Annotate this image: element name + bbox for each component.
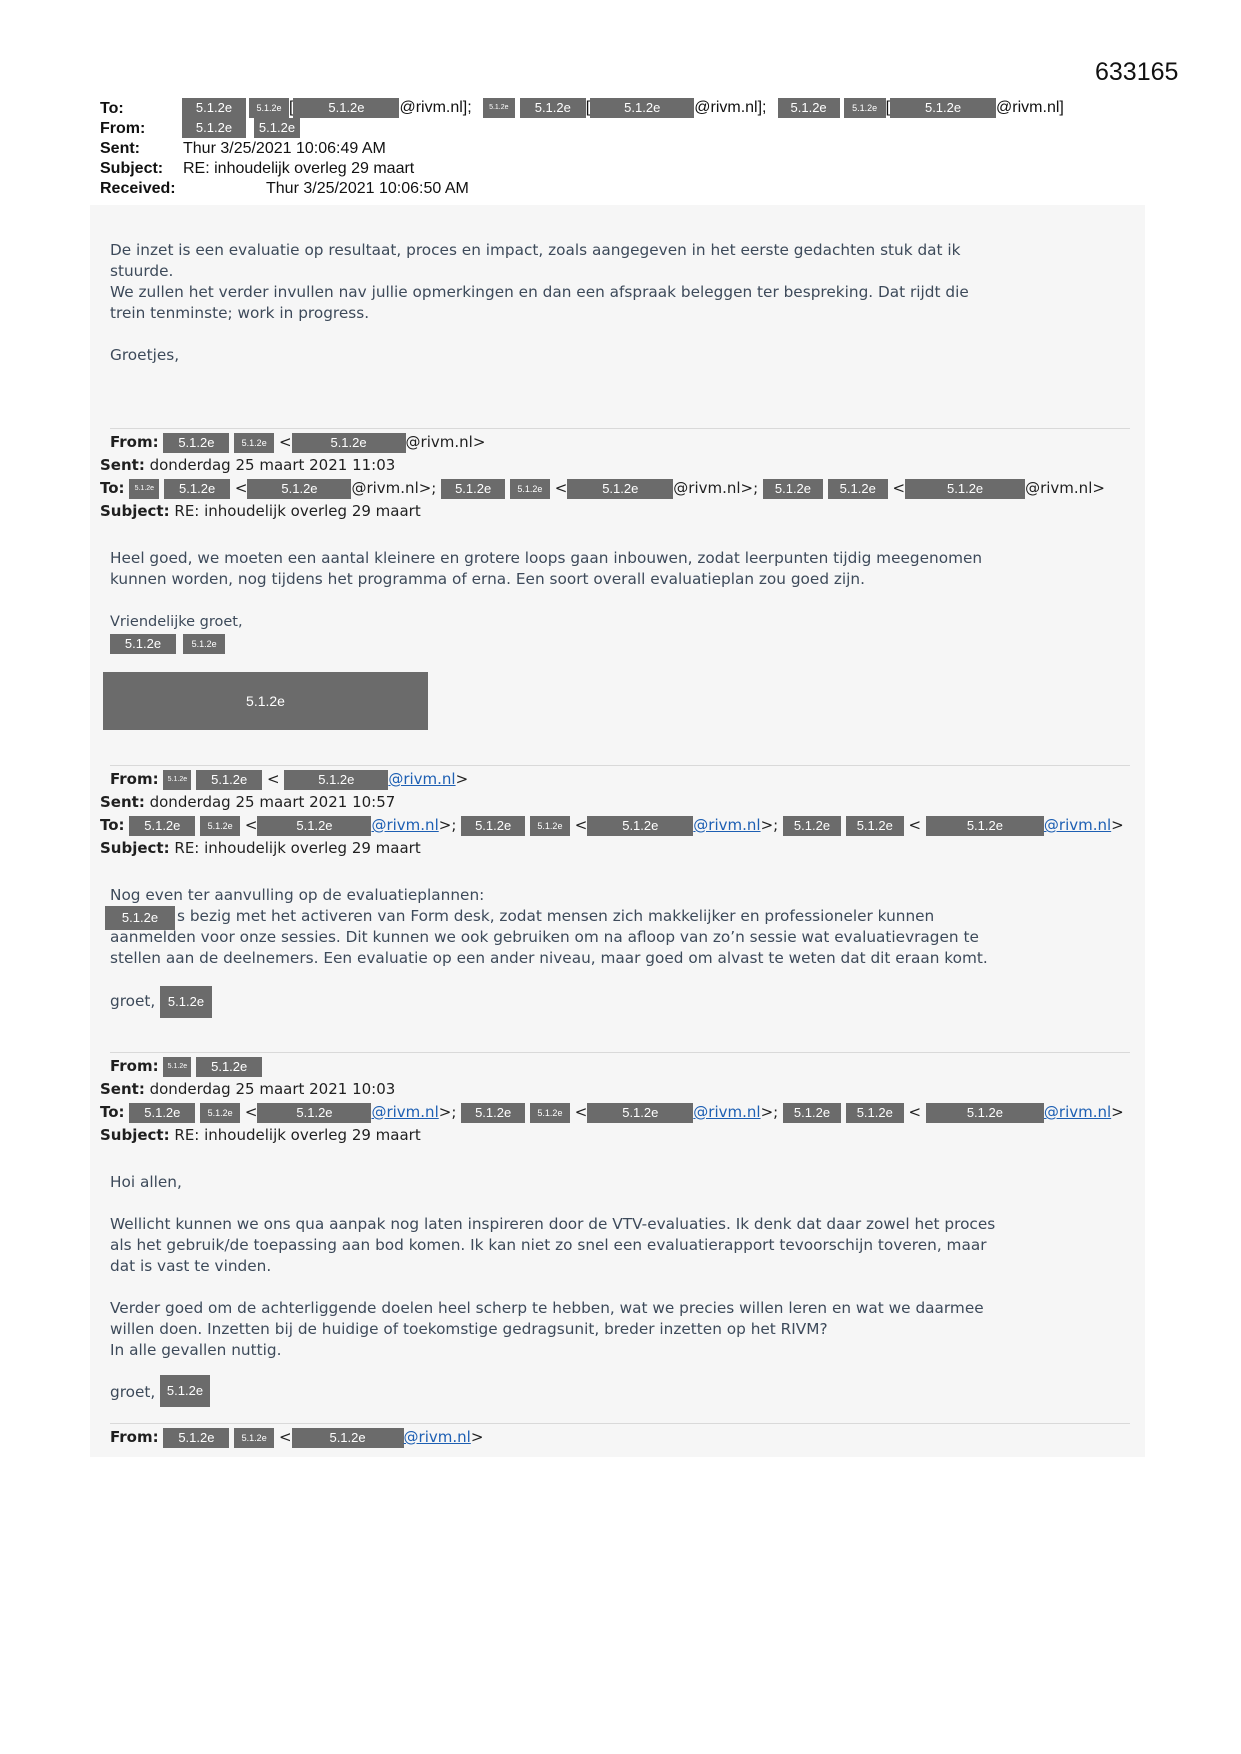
redaction-box: 5.1.2e [182,98,246,118]
redaction-box: 5.1.2e [163,1057,191,1077]
redaction-box: 5.1.2e [292,433,406,453]
msg4-subject-label: Subject: [100,1126,170,1144]
redaction-box: 5.1.2e [196,770,262,790]
msg2-from-domain: @rivm.nl> [405,433,486,451]
top-to-domain-3: @rivm.nl] [996,99,1064,116]
redaction-box: 5.1.2e [926,1103,1044,1123]
msg3-sent-value: donderdag 25 maart 2021 10:57 [149,793,396,811]
msg4-sent-value: donderdag 25 maart 2021 10:03 [149,1080,396,1098]
redaction-box: 5.1.2e [483,98,515,118]
redaction-box: 5.1.2e [160,1375,210,1407]
redaction-box: 5.1.2e [461,816,525,836]
top-received-value: Thur 3/25/2021 10:06:50 AM [266,180,469,197]
redaction-box: 5.1.2e [783,816,841,836]
message-3-line-2: s bezig met het activeren van Form desk, zodat mensen zich makkelijker en professioneler kunnen [177,907,935,925]
redaction-box: 5.1.2e [783,1103,841,1123]
message-4-closing: groet, [110,1383,156,1401]
redaction-box: 5.1.2e [846,1103,904,1123]
redaction-box: 5.1.2e [160,986,212,1018]
redaction-box: 5.1.2e [567,479,673,499]
message-2-closing: Vriendelijke groet, [110,614,243,630]
top-to-label: To: [100,100,124,117]
redaction-box: 5.1.2e [163,433,229,453]
divider [110,428,1130,429]
redaction-box: 5.1.2e [196,1057,262,1077]
msg2-to-label: To: [100,479,125,497]
msg4-from-row [110,1055,262,1077]
msg2-subject-row [100,500,421,522]
message-3-line-4: stellen aan de deelnemers. Een evaluatie op een ander niveau, maar goed om alvast te weten dat dit eraan komt. [110,949,988,967]
redaction-box: 5.1.2e [129,816,195,836]
redaction-box: 5.1.2e [587,816,693,836]
msg5-from-link[interactable]: @rivm.nl [403,1428,471,1446]
redaction-box: 5.1.2e [164,479,230,499]
redaction-box: 5.1.2e [254,118,300,138]
msg3-subject-row [100,837,421,859]
redaction-box: 5.1.2e [461,1103,525,1123]
msg2-sent-value: donderdag 25 maart 2021 11:03 [149,456,396,474]
redaction-box: 5.1.2e [129,1103,195,1123]
divider [110,765,1130,766]
top-sent-value: Thur 3/25/2021 10:06:49 AM [183,140,386,157]
redaction-box: 5.1.2e [520,98,586,118]
top-received-label: Received: [100,180,176,197]
redaction-box: 5.1.2e [234,433,274,453]
msg2-to-row: To: 5.1.2e 5.1.2e < 5.1.2e @rivm.nl>; 5.1.2e 5.1.2e < 5.1.2e @rivm.nl>; 5.1.2e 5.1.2e < 5.1.2e @rivm.nl> [100,479,1105,497]
msg4-to-label: To: [100,1103,125,1121]
redaction-box: 5.1.2e [163,770,191,790]
redaction-box: 5.1.2e [284,770,388,790]
redaction-box: 5.1.2e [890,98,996,118]
msg3-subject-value: RE: inhoudelijk overleg 29 maart [174,839,421,857]
redaction-box: 5.1.2e [905,479,1025,499]
msg5-from-row: From: 5.1.2e 5.1.2e < 5.1.2e @rivm.nl> [110,1428,484,1446]
redaction-box: 5.1.2e [590,98,694,118]
document-number: 633165 [1095,58,1179,86]
divider [110,1423,1130,1424]
redaction-box: 5.1.2e [200,1103,240,1123]
redaction-box: 5.1.2e [105,906,175,930]
redaction-box: 5.1.2e [257,816,371,836]
msg3-from-label: From: [110,770,159,788]
msg4-closing-redaction [160,1375,210,1407]
redaction-box: 5.1.2e [129,479,159,499]
redaction-box: 5.1.2e [510,479,550,499]
message-3-line-1: Nog even ter aanvulling op de evaluatieplannen: [110,886,485,904]
divider [110,1052,1130,1053]
redaction-box: 5.1.2e [247,479,351,499]
msg4-to-row: To: 5.1.2e 5.1.2e < 5.1.2e @rivm.nl>; 5.1.2e 5.1.2e < 5.1.2e @rivm.nl>; 5.1.2e 5.1.2e < 5.1.2e @rivm.nl> [100,1103,1124,1121]
redaction-box: 5.1.2e [530,816,570,836]
msg4-from-label: From: [110,1057,159,1075]
signature-block-redaction: 5.1.2e [103,672,428,730]
msg2-from-label: From: [110,433,159,451]
redaction-box: 5.1.2e [257,1103,371,1123]
msg4-sent-label: Sent: [100,1080,145,1098]
top-subject-value: RE: inhoudelijk overleg 29 maart [183,160,415,177]
redaction-box: 5.1.2e [763,479,823,499]
msg2-signature-name [110,633,225,654]
msg5-from-label: From: [110,1428,159,1446]
msg4-subject-row [100,1124,421,1146]
msg2-from-row: From: 5.1.2e 5.1.2e < 5.1.2e @rivm.nl> [110,433,486,451]
top-from-sender [182,117,300,138]
top-to-row [100,99,124,119]
msg2-sent-row [100,454,395,476]
top-sent-label: Sent: [100,140,140,157]
msg3-sent-label: Sent: [100,793,145,811]
msg3-sent-row [100,791,395,813]
redaction-box: 5.1.2e [293,98,399,118]
top-from-label: From: [100,120,146,137]
msg2-sent-label: Sent: [100,456,145,474]
msg3-to-row: To: 5.1.2e 5.1.2e < 5.1.2e @rivm.nl>; 5.1.2e 5.1.2e < 5.1.2e @rivm.nl>; 5.1.2e 5.1.2e < 5.1.2e @rivm.nl> [100,816,1124,834]
redaction-box: 5.1.2e [530,1103,570,1123]
msg3-to-label: To: [100,816,125,834]
redaction-box: 5.1.2e [846,816,904,836]
message-4-body: Hoi allen, Wellicht kunnen we ons qua aanpak nog laten inspireren door de VTV-evaluaties. Ik denk dat daar zowel het proces als het gebruik/de toepassing aan bod komen. Ik kan niet zo snel een evaluatierapport tevoorschijn toveren, maar dat is vast te vinden. Verder goed om de achterliggende doelen heel scherp te hebben, wat we precies willen leren en wat we daarmee willen doen. Inzetten bij de huidige of toekomstige gedragsunit, breder inzetten op het RIVM? In alle gevallen nuttig. [110,1173,996,1359]
message-3-closing: groet, [110,992,156,1010]
msg4-subject-value: RE: inhoudelijk overleg 29 maart [174,1126,421,1144]
redaction-box: 5.1.2e [778,98,840,118]
msg2-subject-value: RE: inhoudelijk overleg 29 maart [174,502,421,520]
redaction-box: 5.1.2e [200,816,240,836]
msg3-closing-redaction [160,986,212,1018]
redaction-box: 5.1.2e [249,98,289,118]
msg3-subject-label: Subject: [100,839,170,857]
message-1-body: De inzet is een evaluatie op resultaat, proces en impact, zoals aangegeven in het eerste gedachten stuk dat ik stuurde. We zullen het verder invullen nav jullie opmerkingen en dan een afspraak beleggen ter bespreking. Dat rijdt die trein tenminste; work in progress. Groetjes, [110,241,969,364]
redaction-box: 5.1.2e [110,634,176,654]
top-to-recipients: 5.1.2e 5.1.2e [ 5.1.2e @rivm.nl]; 5.1.2e 5.1.2e [ 5.1.2e @rivm.nl]; 5.1.2e 5.1.2e [ 5.1.2e @rivm.nl] [182,97,1064,118]
redaction-box: 5.1.2e [234,1428,274,1448]
redaction-box: 5.1.2e [828,479,888,499]
msg3-from-link[interactable]: @rivm.nl [388,770,456,788]
message-2-body: Heel goed, we moeten een aantal kleinere en grotere loops gaan inbouwen, zodat leerpunten tijdig meegenomen kunnen worden, nog tijdens het programma of erna. Een soort overall evaluatieplan zou goed zijn. [110,549,983,588]
top-to-domain-1: @rivm.nl]; [399,99,472,116]
redaction-box: 5.1.2e [926,816,1044,836]
redaction-box: 5.1.2e [441,479,505,499]
top-subject-label: Subject: [100,160,164,177]
redaction-box: 5.1.2e [183,634,225,654]
redaction-box: 5.1.2e [587,1103,693,1123]
top-to-domain-2: @rivm.nl]; [694,99,767,116]
redaction-box: 5.1.2e [163,1428,229,1448]
redaction-box: 5.1.2e [182,118,246,138]
redaction-box: 5.1.2e [844,98,886,118]
msg2-subject-label: Subject: [100,502,170,520]
msg4-sent-row [100,1078,395,1100]
redaction-box: 5.1.2e [292,1428,404,1448]
message-3-line-3: aanmelden voor onze sessies. Dit kunnen we ook gebruiken om na afloop van zo’n sessie wat evaluatievragen te [110,928,979,946]
msg3-from-row: From: 5.1.2e 5.1.2e < 5.1.2e @rivm.nl> [110,770,469,788]
